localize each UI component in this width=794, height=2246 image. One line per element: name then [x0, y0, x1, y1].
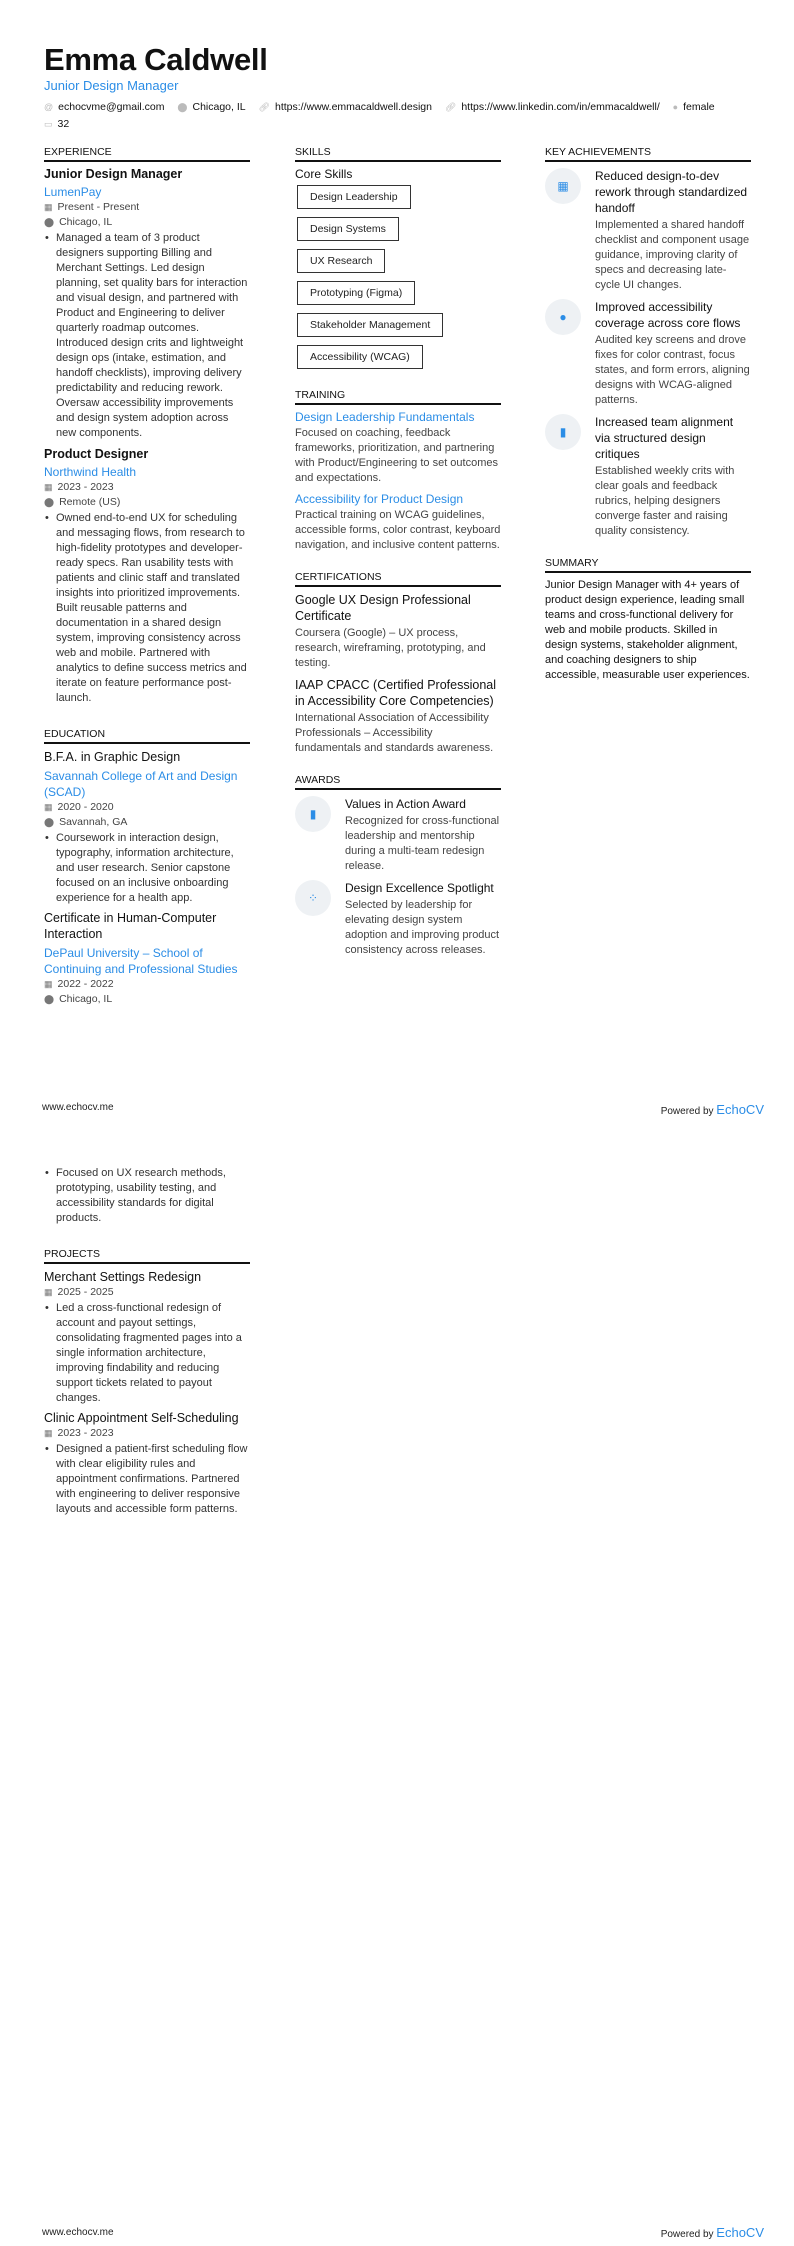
- footer-powered-by[interactable]: [661, 2225, 764, 2240]
- right-column: [545, 146, 751, 683]
- education-item: [44, 910, 250, 1007]
- calendar-icon: ▦: [44, 1287, 53, 1297]
- dates-text: 2023 - 2023: [57, 1427, 114, 1439]
- award-title: Design Excellence Spotlight: [345, 881, 494, 895]
- calendar-icon: ▦: [44, 202, 53, 212]
- achievement-desc: Audited key screens and drove fixes for color contrast, focus states, and form errors, aligning designs with WCAG-aligned patterns.: [595, 334, 750, 406]
- brand-logo: EchoCV: [716, 1102, 764, 1117]
- contact-text: echocvme@gmail.com: [58, 101, 165, 113]
- job-role: Junior Design Manager: [44, 167, 183, 181]
- section-heading-projects: PROJECTS: [44, 1248, 250, 1264]
- section-heading-achievements: KEY ACHIEVEMENTS: [545, 146, 751, 162]
- project-name: Clinic Appointment Self-Scheduling: [44, 1411, 239, 1425]
- achievement-title: Reduced design-to-dev rework through standardized handoff: [595, 169, 748, 215]
- project-name: Merchant Settings Redesign: [44, 1270, 202, 1284]
- achievement-item: [545, 299, 751, 408]
- dates-text: Present - Present: [57, 201, 140, 213]
- edu-dates: [44, 800, 250, 815]
- sparkle-icon: ⁘: [295, 880, 331, 916]
- contact-email[interactable]: [44, 99, 165, 116]
- document-icon: ▮: [545, 414, 581, 450]
- edu-dates: [44, 977, 250, 992]
- project-item: [44, 1269, 250, 1406]
- left-column-continued: [44, 1165, 250, 1517]
- left-column: [44, 146, 250, 1007]
- location-text: Chicago, IL: [59, 993, 113, 1005]
- job-location: [44, 215, 250, 230]
- edu-bullet: • Focused on UX research methods, prototyping, usability testing, and accessibility standards for digital products.: [44, 1166, 250, 1226]
- company-name: Northwind Health: [44, 465, 137, 479]
- skill-list: [295, 185, 501, 377]
- edu-bullet: • Coursework in interaction design, typography, information architecture, and user research. Senior capstone focused on an inclusive onboarding experience for a health app.: [44, 831, 250, 906]
- cert-desc: Coursera (Google) – UX process, research, wireframing, prototyping, and testing.: [295, 627, 486, 669]
- calendar-icon: ▦: [44, 802, 53, 812]
- location-text: Chicago, IL: [59, 216, 113, 228]
- experience-item: [44, 447, 250, 706]
- project-item: [44, 1410, 250, 1517]
- powered-by-text: Powered by: [660, 2229, 714, 2240]
- candidate-name: Emma Caldwell: [44, 42, 268, 77]
- job-dates: [44, 200, 250, 215]
- achievement-title: Improved accessibility coverage across core flows: [595, 300, 741, 330]
- achievement-title: Increased team alignment via structured design critiques: [595, 415, 734, 461]
- achievement-desc: Implemented a shared handoff checklist and component usage guidance, improving clarity of specs and decreasing late-cycle UI changes.: [595, 219, 750, 291]
- location-icon: ⬤: [177, 102, 188, 112]
- experience-item: [44, 167, 250, 441]
- section-heading-experience: EXPERIENCE: [44, 146, 250, 162]
- building-icon: ▦: [545, 168, 581, 204]
- link-icon: 🔗︎: [258, 102, 270, 112]
- dates-text: 2022 - 2022: [57, 978, 114, 990]
- location-icon: ⬤: [44, 497, 55, 507]
- contact-age: [44, 116, 69, 133]
- project-dates: [44, 1285, 250, 1300]
- award-title: Values in Action Award: [345, 797, 466, 811]
- section-heading-education: EDUCATION: [44, 728, 250, 744]
- degree: Certificate in Human-Computer Interaction: [44, 911, 217, 941]
- training-title: Accessibility for Product Design: [295, 492, 464, 506]
- contact-gender: [673, 99, 715, 116]
- brand-logo: EchoCV: [716, 2225, 764, 2240]
- location-icon: ⬤: [44, 994, 55, 1004]
- cert-title: Google UX Design Professional Certificate: [295, 593, 471, 623]
- section-heading-summary: SUMMARY: [545, 557, 751, 573]
- contact-location: [177, 99, 245, 116]
- skill-tag: Design Systems: [297, 217, 399, 241]
- cert-desc: International Association of Accessibility Professionals – Accessibility fundamentals and standards awareness.: [295, 712, 494, 754]
- section-heading-skills: SKILLS: [295, 146, 501, 162]
- training-title: Design Leadership Fundamentals: [295, 410, 475, 424]
- calendar-icon: ▦: [44, 482, 53, 492]
- school-name: Savannah College of Art and Design (SCAD): [44, 769, 238, 799]
- dates-text: 2023 - 2023: [57, 481, 114, 493]
- section-heading-certifications: CERTIFICATIONS: [295, 571, 501, 587]
- middle-column: [295, 146, 501, 958]
- candidate-title: Junior Design Manager: [44, 78, 179, 93]
- project-bullet: • Designed a patient-first scheduling flow with clear eligibility rules and appointment confirmations. Partnered with engineering to deliver responsive layouts and accessible form patterns.: [44, 1442, 250, 1517]
- job-location: [44, 495, 250, 510]
- location-text: Savannah, GA: [59, 816, 128, 828]
- calendar-icon: ▭: [44, 119, 53, 129]
- contact-linkedin[interactable]: [445, 99, 660, 116]
- contact-text: 32: [57, 118, 70, 130]
- footer-powered-by[interactable]: [661, 1102, 764, 1117]
- job-dates: [44, 480, 250, 495]
- edu-location: [44, 992, 250, 1007]
- document-icon: ▮: [295, 796, 331, 832]
- project-bullet: • Led a cross-functional redesign of account and payout settings, consolidating fragmented pages into a single information architecture, improving findability and reducing support tickets related to payout changes.: [44, 1301, 250, 1406]
- achievement-item: [545, 168, 751, 293]
- skill-tag: Prototyping (Figma): [297, 281, 415, 305]
- contact-text: https://www.emmacaldwell.design: [274, 101, 432, 113]
- powered-by-text: Powered by: [660, 1106, 714, 1117]
- skill-tag: UX Research: [297, 249, 385, 273]
- section-heading-awards: AWARDS: [295, 774, 501, 790]
- calendar-icon: ▦: [44, 979, 53, 989]
- skill-tag: Design Leadership: [297, 185, 411, 209]
- job-bullet: • Owned end-to-end UX for scheduling and messaging flows, from research to high-fidelity prototypes and developer-ready specs. Ran usability tests with patients and clinic staff and translated insights into prioritized improvements. Built reusable patterns and documentation in a shared design system, improving consistency across web and mobile. Partnered with analytics to define success metrics and iterate on feature performance post-launch.: [44, 511, 250, 706]
- contact-website[interactable]: [259, 99, 432, 116]
- footer-site-link[interactable]: www.echocv.me: [42, 1102, 114, 1113]
- section-heading-training: TRAINING: [295, 389, 501, 405]
- achievement-item: [545, 414, 751, 539]
- location-text: Remote (US): [59, 496, 121, 508]
- summary-text: Junior Design Manager with 4+ years of product design experience, leading small teams and cross-functional delivery for web and mobile products. Skilled in design systems, stakeholder alignment, and coaching designers to ship accessible, measurable user experiences.: [545, 579, 750, 681]
- education-item: [44, 749, 250, 906]
- dates-text: 2020 - 2020: [57, 801, 114, 813]
- job-bullet: • Managed a team of 3 product designers supporting Billing and Merchant Settings. Led design planning, set quality bars for interaction and visual design, and partnered with Product and Engineering to deliver quarterly roadmap outcomes. Introduced design crits and lightweight design ops (intake, estimation, and handoff checklists), improving delivery predictability and reducing rework. Oversaw accessibility improvements and design system adoption across new components.: [44, 231, 250, 441]
- school-name: DePaul University – School of Continuing and Professional Studies: [44, 946, 238, 976]
- award-item: [295, 880, 501, 958]
- calendar-icon: ▦: [44, 1428, 53, 1438]
- award-desc: Recognized for cross-functional leadership and mentorship during a multi-team redesign release.: [345, 815, 500, 872]
- edu-location: [44, 815, 250, 830]
- company-name: LumenPay: [44, 185, 102, 199]
- skill-tag: Stakeholder Management: [297, 313, 443, 337]
- training-desc: Focused on coaching, feedback frameworks, prioritization, and partnering with Product/Engineering to set outcomes and expectations.: [295, 427, 499, 484]
- degree: B.F.A. in Graphic Design: [44, 750, 181, 764]
- contact-text: Chicago, IL: [192, 101, 246, 113]
- training-desc: Practical training on WCAG guidelines, accessible forms, color contrast, keyboard navigation, and inclusive content patterns.: [295, 509, 501, 551]
- skill-tag: Accessibility (WCAG): [297, 345, 423, 369]
- award-item: [295, 796, 501, 874]
- job-role: Product Designer: [44, 447, 149, 461]
- at-icon: @: [44, 102, 54, 112]
- clock-icon: ●: [545, 299, 581, 335]
- contact-text: female: [683, 101, 715, 113]
- cert-title: IAAP CPACC (Certified Professional in Accessibility Core Competencies): [295, 678, 497, 708]
- location-icon: ⬤: [44, 817, 55, 827]
- link-icon: 🔗︎: [444, 102, 457, 112]
- contact-text: https://www.linkedin.com/in/emmacaldwell/: [461, 101, 660, 113]
- project-dates: [44, 1426, 250, 1441]
- footer-site-link[interactable]: www.echocv.me: [42, 2227, 114, 2238]
- skill-group-title: Core Skills: [295, 167, 353, 181]
- user-icon: ●: [672, 102, 679, 112]
- location-icon: ⬤: [44, 217, 55, 227]
- dates-text: 2025 - 2025: [57, 1286, 114, 1298]
- achievement-desc: Established weekly crits with clear goals and feedback rubrics, helping designers converge faster and raising quality consistency.: [595, 465, 735, 537]
- resume-page-2: [0, 1123, 794, 2246]
- award-desc: Selected by leadership for elevating design system adoption and improving product consistency across releases.: [345, 899, 500, 956]
- contact-list: [44, 99, 764, 133]
